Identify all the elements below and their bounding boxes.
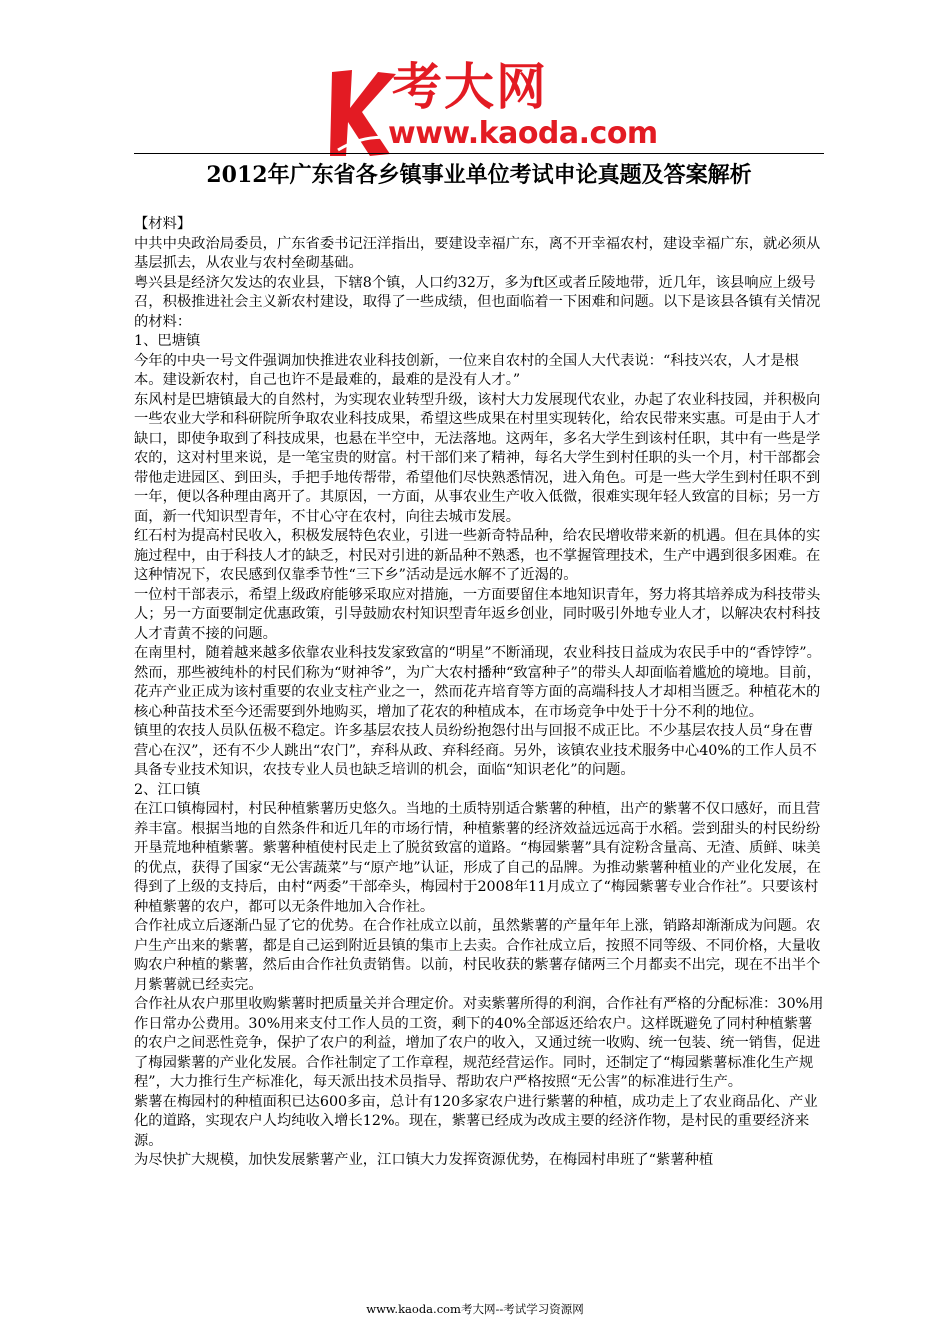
page-footer: www.kaoda.com考大网--考试学习资源网 [366, 1302, 584, 1316]
logo-url: www.kaoda.com [388, 116, 658, 151]
paragraph: 镇里的农技人员队伍极不稳定。许多基层农技人员纷纷抱怨付出与回报不成正比。不少基层农技人员“身在曹营心在汉”，还有不少人跳出“农门”，弃科从政、弃科经商。另外，该镇农业技术服务中心40%的工作人员不具备专业技术知识，农技专业人员也缺乏培训的机会，面临“知识老化”的问题。 [134, 723, 817, 778]
paragraph: 今年的中央一号文件强调加快推进农业科技创新，一位来自农村的全国人大代表说：“科技兴农，人才是根本。建设新农村，自己也许不是最难的，最难的是没有人才。” [134, 352, 799, 388]
paragraph: 在江口镇梅园村，村民种植紫薯历史悠久。当地的土质特别适合紫薯的种植，出产的紫薯不仅口感好，而且营养丰富。根据当地的自然条件和近几年的市场行情，种植紫薯的经济效益远远高于水稻。尝到甜头的村民纷纷开垦荒地种植紫薯。紫薯种植使村民走上了脱贫致富的道路。“梅园紫薯”具有淀粉含量高、无渣、质鲜、味美的优点，获得了国家“无公害蔬菜”与“原产地”认证，形成了自己的品牌。为推动紫薯种植业的产业化发展，在得到了上级的支持后，由村“两委”干部牵头，梅园村于2008年11月成立了“梅园紫薯专业合作社”。只要该村种植紫薯的农户，都可以无条件地加入合作社。 [134, 801, 821, 915]
paragraph: 在南里村，随着越来越多依靠农业科技发家致富的“明星”不断涌现，农业科技日益成为农民手中的“香饽饽”。然而，那些被纯朴的村民们称为“财神爷”，为广大农村播种“致富种子”的带头人却面临着尴尬的境地。目前，花卉产业正成为该村重要的农业支柱产业之一，然而花卉培育等方面的高端科技人才却相当匮乏。种植花木的核心种苗技术至今还需要到外地购买，增加了花农的种植成本，在市场竞争中处于十分不利的地位。 [134, 645, 821, 720]
paragraph: 为尽快扩大规模，加快发展紫薯产业，江口镇大力发挥资源优势，在梅园村串班了“紫薯种植 [134, 1152, 714, 1168]
section-heading: 1、巴塘镇 [134, 333, 201, 349]
paragraph: 一位村干部表示，希望上级政府能够采取应对措施，一方面要留住本地知识青年，努力将其培养成为科技带头人；另一方面要制定优惠政策，引导鼓励农村知识型青年返乡创业，同时吸引外地专业人才，以解决农村科技人才青黄不接的问题。 [134, 586, 821, 642]
paragraph: 紫薯在梅园村的种植面积已达600多亩，总计有120多家农户进行紫薯的种植，成功走上了农业商品化、产业化的道路，实现农户人均纯收入增长12%。现在，紫薯已经成为改成主要的经济作物，是村民的重要经济来源。 [134, 1093, 818, 1149]
paragraph: 【材料】 [134, 216, 192, 232]
paragraph: 中共中央政治局委员，广东省委书记汪洋指出，要建设幸福广东，离不开幸福农村，建设幸福广东，就必须从基层抓去，从农业与农村垒砌基础。 [134, 235, 821, 271]
section-heading: 2、江口镇 [134, 781, 201, 798]
document-body [134, 215, 824, 1171]
paragraph: 粤兴县是经济欠发达的农业县，下辖8个镇，人口约32万，多为ft区或者丘陵地带，近几年，该县响应上级号召，积极推进社会主义新农村建设，取得了一些成绩，但也面临着一下困难和问题。以下是该县各镇有关情况的材料： [134, 274, 821, 330]
kaoda-logo [328, 58, 658, 168]
paragraph: 红石村为提高村民收入，积极发展特色农业，引进一些新奇特品种，给农民增收带来新的机遇。但在具体的实施过程中，由于科技人才的缺乏，村民对引进的新品种不熟悉，也不掌握管理技术，生产中遇到很多困难。在这种情况下，农民感到仅靠季节性“三下乡”活动是远水解不了近渴的。 [134, 528, 821, 583]
paragraph: 合作社成立后逐渐凸显了它的优势。在合作社成立以前，虽然紫薯的产量年年上涨，销路却渐渐成为问题。农户生产出来的紫薯，都是自己运到附近县镇的集市上去卖。合作社成立后，按照不同等级、不同价格，大量收购农户种植的紫薯，然后由合作社负责销售。以前，村民收获的紫薯存储两三个月都卖不出完，现在不出半个月紫薯就已经卖完。 [134, 918, 821, 993]
logo-name: 考大网 [392, 58, 548, 116]
paragraph: 东风村是巴塘镇最大的自然村，为实现农业转型升级，该村大力发展现代农业，办起了农业科技园，并积极向一些农业大学和科研院所争取农业科技成果，希望这些成果在村里实现转化，给农民带来实惠。可是由于人才缺口，即使争取到了科技成果，也悬在半空中，无法落地。这两年，多名大学生到该村任职，其中有一些是学农的，这对村里来说，是一笔宝贵的财富。村干部们来了精神，每名大学生到村任职的头一个月，村干部都会带他走进园区、到田头，手把手地传帮带，希望他们尽快熟悉情况，进入角色。可是一些大学生到村任职不到一年，便以各种理由离开了。其原因，一方面，从事农业生产收入低微，很难实现年轻人致富的目标；另一方面，新一代知识型青年，不甘心守在农村，向往去城市发展。 [134, 391, 821, 525]
paragraph: 合作社从农户那里收购紫薯时把质量关并合理定价。对卖紫薯所得的利润，合作社有严格的分配标准：30%用作日常办公费用。30%用来支付工作人员的工资，剩下的40%全部返还给农户。这样既避免了同村种植紫薯的农户之间恶性竞争，保护了农户的利益，增加了农户的收入，又通过统一收购、统一包装、统一销售，促进了梅园紫薯的产业化发展。合作社制定了工作章程，规范经营运作。同时，还制定了“梅园紫薯标准化生产规程”，大力推行生产标准化，每天派出技术员指导、帮助农户严格按照“无公害”的标准进行生产。 [134, 996, 824, 1090]
page-title: 2012年广东省各乡镇事业单位考试申论真题及答案解析 [206, 162, 752, 188]
header-divider [134, 153, 824, 154]
